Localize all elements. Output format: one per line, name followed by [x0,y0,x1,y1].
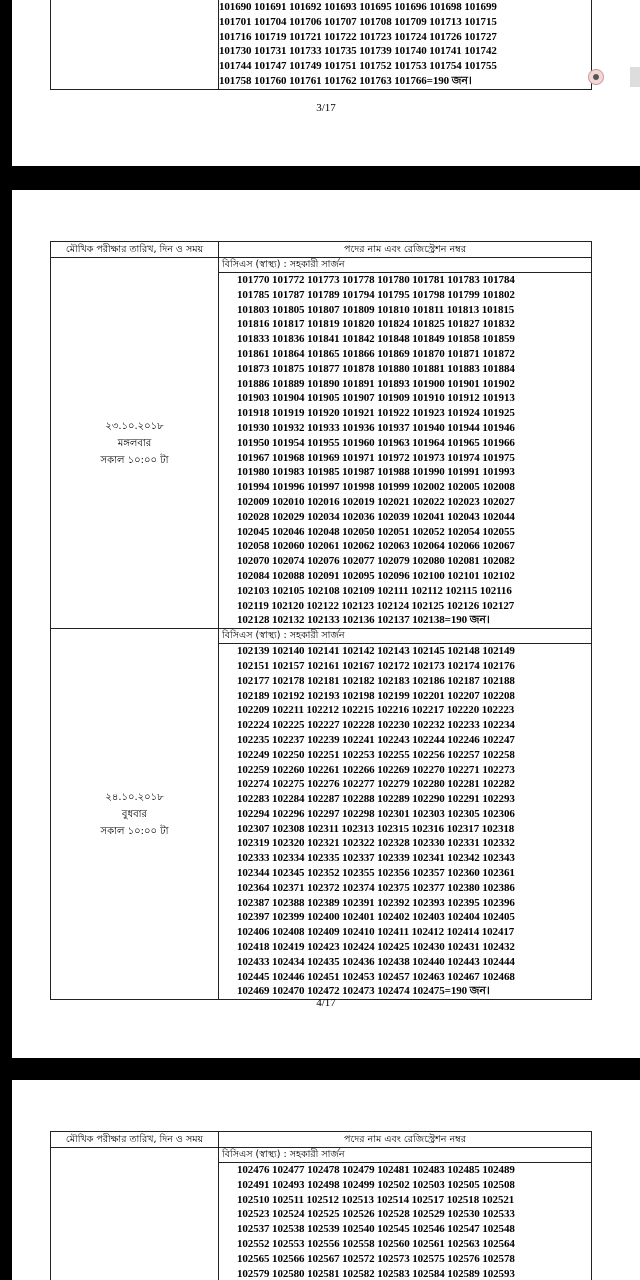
registration-row: 102418 102419 102423 102424 102425 102430 102431 102432 [237,941,515,954]
exam-day: মঙ্গলবার [117,437,152,449]
registration-table-page-3 [50,0,592,90]
registration-row: 102189 102192 102193 102198 102199 102201 102207 102208 [237,689,515,702]
registration-row: 102510 102511 102512 102513 102514 102517 102518 102521 [237,1193,515,1206]
registration-row: 101950 101954 101955 101960 101963 101964 101965 101966 [237,436,515,449]
registration-numbers [219,0,592,90]
registration-row: 102319 102320 102321 102322 102328 102330 102331 102332 [237,837,515,850]
registration-row: 102552 102553 102556 102558 102560 102561 102563 102564 [237,1237,515,1250]
registration-row: 102235 102237 102239 102241 102243 102244 102246 102247 [237,733,515,746]
registration-row: 102274 102275 102276 102277 102279 102280 102281 102282 [237,778,515,791]
registration-row: 102224 102225 102227 102228 102230 102232 102233 102234 [237,719,515,732]
registration-row: 101730 101731 101733 101735 101739 101740 101741 101742 [219,45,497,58]
registration-row: 101994 101996 101997 101998 101999 102002 102005 102008 [237,481,515,494]
document-page-4 [12,190,640,1058]
registration-row: 101690 101691 101692 101693 101695 101696 101698 101699 [219,1,497,13]
registration-numbers [219,644,591,999]
header-date-column: মৌখিক পরীক্ষার তারিখ, দিন ও সময় [51,242,219,258]
registration-row: 102045 102046 102048 102050 102051 102052 102054 102055 [237,525,515,538]
exam-date-cell [51,629,219,1000]
registration-table-page-5 [50,1131,592,1280]
exam-time: সকাল ১০:০০ টা [100,454,169,466]
registration-row: 101918 101919 101920 101921 101922 101923 101924 101925 [237,407,515,420]
registration-row: 102469 102470 102472 102473 102474 102475=190 জন। [237,985,490,998]
registration-row: 102028 102029 102034 102036 102039 102041 102043 102044 [237,510,515,523]
registration-row: 101967 101968 101969 101971 101972 101973 101974 101975 [237,451,515,464]
registration-row: 102009 102010 102016 102019 102021 102022 102023 102027 [237,495,515,508]
registration-numbers [219,273,591,628]
registration-row: 101716 101719 101721 101722 101723 101724 101726 101727 [219,30,497,43]
registration-row: 102209 102211 102212 102215 102216 102217 102220 102223 [237,704,515,717]
registration-row: 102249 102250 102251 102253 102255 102256 102257 102258 [237,748,515,761]
registration-cell [219,258,592,629]
exam-time: সকাল ১০:০০ টা [100,825,169,837]
header-date-column: মৌখিক পরীক্ষার তারিখ, দিন ও সময় [51,1132,219,1148]
document-page-3 [12,0,640,166]
registration-row: 101758 101760 101761 101762 101763 101766=190 জন। [219,74,472,87]
registration-row: 101701 101704 101706 101707 101708 101709 101713 101715 [219,15,497,28]
registration-row: 102364 102371 102372 102374 102375 102377 102380 102386 [237,881,515,894]
registration-row: 102491 102493 102498 102499 102502 102503 102505 102508 [237,1178,515,1191]
exam-day: বুধবার [121,808,148,820]
registration-row: 102565 102566 102567 102572 102573 102575 102576 102578 [237,1252,515,1265]
registration-row: 101873 101875 101877 101878 101880 101881 101883 101884 [237,362,515,375]
header-registration-column: পদের নাম এবং রেজিস্ট্রেশন নম্বর [219,1132,592,1148]
registration-row: 102397 102399 102400 102401 102402 102403 102404 102405 [237,911,515,924]
record-icon[interactable] [588,69,604,85]
registration-row: 102177 102178 102181 102182 102183 102186 102187 102188 [237,674,515,687]
registration-row: 102387 102388 102389 102391 102392 102393 102395 102396 [237,896,515,909]
registration-row: 102307 102308 102311 102313 102315 102316 102317 102318 [237,822,515,835]
registration-row: 102476 102477 102478 102479 102481 102483 102485 102489 [237,1164,515,1176]
post-name: বিসিএস (স্বাস্থ্য) : সহকারী সার্জন [219,1148,591,1163]
post-name: বিসিএস (স্বাস্থ্য) : সহকারী সার্জন [219,629,591,644]
registration-row: 102406 102408 102409 102410 102411 102412 102414 102417 [237,926,515,939]
registration-row: 102433 102434 102435 102436 102438 102440 102443 102444 [237,955,515,968]
registration-table-page-4 [50,241,592,1000]
registration-row: 102119 102120 102122 102123 102124 102125 102126 102127 [237,599,515,612]
registration-row: 101785 101787 101789 101794 101795 101798 101799 101802 [237,288,515,301]
registration-row: 102537 102538 102539 102540 102545 102546 102547 102548 [237,1223,515,1236]
exam-date-cell [51,258,219,629]
registration-row: 101833 101836 101841 101842 101848 101849 101858 101859 [237,333,515,346]
registration-row: 101930 101932 101933 101936 101937 101940 101944 101946 [237,421,515,434]
registration-row: 101816 101817 101819 101820 101824 101825 101827 101832 [237,318,515,331]
registration-row: 102579 102580 102581 102582 102583 102584 102589 102593 [237,1267,515,1280]
registration-row: 102103 102105 102108 102109 102111 102112 102115 102116 [237,584,512,597]
registration-cell [219,1148,592,1280]
registration-cell [219,629,592,1000]
registration-row: 102151 102157 102161 102167 102172 102173 102174 102176 [237,659,515,672]
date-cell [51,0,219,90]
registration-numbers [219,1163,591,1280]
page-number: 3/17 [316,102,336,114]
registration-row: 101803 101805 101807 101809 101810 101811 101813 101815 [237,303,515,316]
registration-row: 101770 101772 101773 101778 101780 101781 101783 101784 [237,274,515,286]
registration-row: 102283 102284 102287 102288 102289 102290 102291 102293 [237,793,515,806]
registration-row: 102344 102345 102352 102355 102356 102357 102360 102361 [237,867,515,880]
page-number: 4/17 [316,997,336,1009]
registration-row: 101861 101864 101865 101866 101869 101870 101871 101872 [237,347,515,360]
registration-row: 102523 102524 102525 102526 102528 102529 102530 102533 [237,1208,515,1221]
registration-row: 102070 102074 102076 102077 102079 102080 102081 102082 [237,555,515,568]
registration-row: 102259 102260 102261 102266 102269 102270 102271 102273 [237,763,515,776]
registration-row: 102445 102446 102451 102453 102457 102463 102467 102468 [237,970,515,983]
registration-row: 102058 102060 102061 102062 102063 102064 102066 102067 [237,540,515,553]
registration-row: 102139 102140 102141 102142 102143 102145 102148 102149 [237,645,515,658]
registration-row: 101903 101904 101905 101907 101909 101910 101912 101913 [237,392,515,405]
post-name: বিসিএস (স্বাস্থ্য) : সহকারী সার্জন [219,258,591,273]
scrollbar[interactable] [630,67,640,87]
registration-row: 101980 101983 101985 101987 101988 101990 101991 101993 [237,466,515,479]
exam-date-cell [51,1148,219,1280]
exam-date: ২৪.১০.২০১৮ [105,791,164,803]
registration-row: 102084 102088 102091 102095 102096 102100 102101 102102 [237,569,515,582]
document-page-5 [12,1080,640,1280]
header-registration-column: পদের নাম এবং রেজিস্ট্রেশন নম্বর [219,242,592,258]
registration-row: 102333 102334 102335 102337 102339 102341 102342 102343 [237,852,515,865]
exam-date: ২৩.১০.২০১৮ [105,420,164,432]
registration-row: 101886 101889 101890 101891 101893 101900 101901 101902 [237,377,515,390]
registration-row: 101744 101747 101749 101751 101752 101753 101754 101755 [219,60,497,73]
registration-row: 102128 102132 102133 102136 102137 102138=190 জন। [237,614,490,627]
registration-row: 102294 102296 102297 102298 102301 102303 102305 102306 [237,807,515,820]
